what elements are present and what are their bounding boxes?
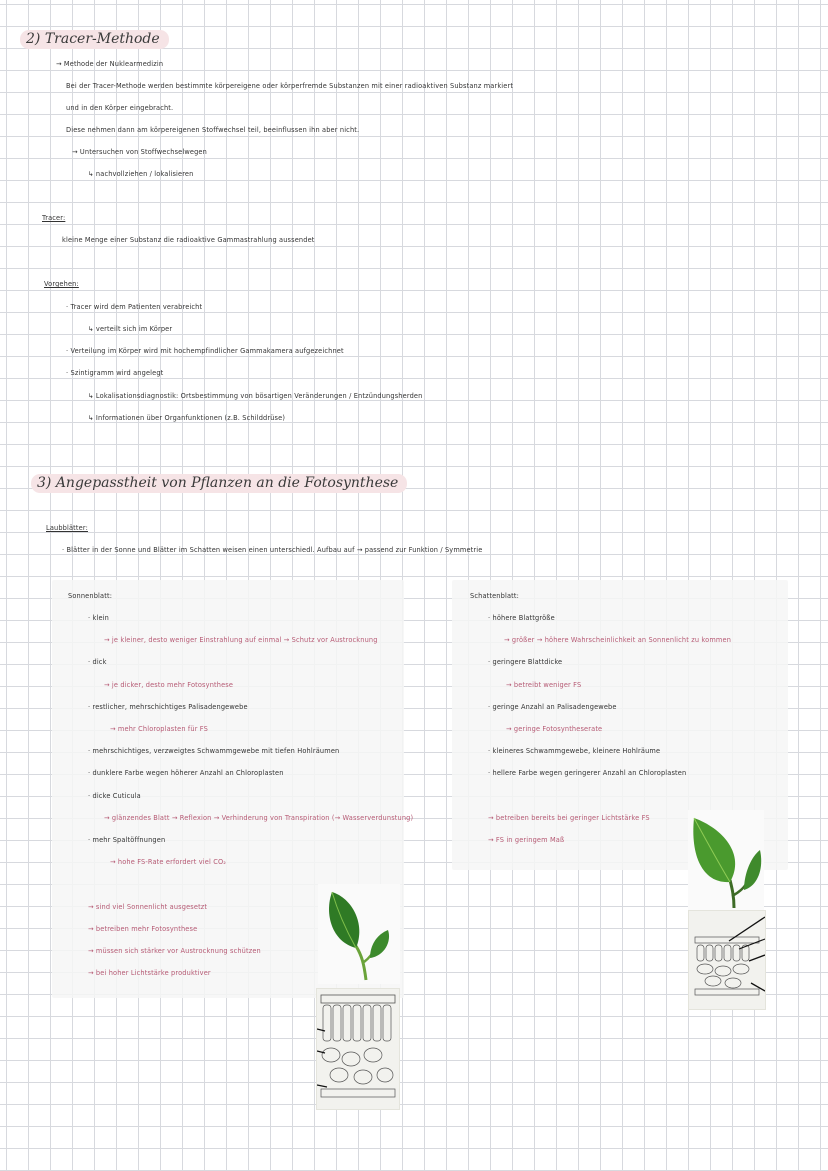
sun-item: · dick <box>88 658 107 666</box>
sun-item: · restlicher, mehrschichtiges Palisadengewebe <box>88 703 248 711</box>
shade-leaf-cross-section <box>688 910 766 1010</box>
sun-item: → je dicker, desto mehr Fotosynthese <box>104 681 234 689</box>
sun-summary: → sind viel Sonnenlicht ausgesetzt <box>88 903 208 911</box>
shade-item: · kleineres Schwammgewebe, kleinere Hohlräume <box>488 747 661 755</box>
shade-item: → geringe Fotosyntheserate <box>506 725 603 733</box>
sun-item: · mehr Spaltöffnungen <box>88 836 166 844</box>
text-line: ↳ verteilt sich im Körper <box>88 325 173 333</box>
sun-summary: → betreiben mehr Fotosynthese <box>88 925 198 933</box>
shade-item: · höhere Blattgröße <box>488 614 555 622</box>
cross-section-icon <box>317 989 399 1109</box>
text-line: und in den Körper eingebracht. <box>66 104 174 112</box>
sun-item: → glänzendes Blatt → Reflexion → Verhinderung von Transpiration (→ Wasserverdunstung) <box>104 814 414 822</box>
sun-item: → hohe FS-Rate erfordert viel CO₂ <box>110 858 227 866</box>
sun-summary: → bei hoher Lichtstärke produktiver <box>88 969 211 977</box>
tracer-label: Tracer: <box>42 214 66 222</box>
sun-item: → mehr Chloroplasten für FS <box>110 725 208 733</box>
sun-item: · mehrschichtiges, verzweigtes Schwammgewebe mit tiefen Hohlräumen <box>88 747 340 755</box>
section-title-photosynthesis: 3) Angepasstheit von Pflanzen an die Fotosynthese <box>31 474 407 493</box>
text-line: · Tracer wird dem Patienten verabreicht <box>66 303 203 311</box>
shade-leaf-illustration <box>688 810 764 910</box>
text-line: Diese nehmen dann am körpereigenen Stoffwechsel teil, beeinflussen ihn aber nicht. <box>66 126 360 134</box>
shade-item: · geringere Blattdicke <box>488 658 563 666</box>
text-line: · Verteilung im Körper wird mit hochempfindlicher Gammakamera aufgezeichnet <box>66 347 344 355</box>
sun-item: → je kleiner, desto weniger Einstrahlung auf einmal → Schutz vor Austrocknung <box>104 636 378 644</box>
text-line: → Methode der Nuklearmedizin <box>56 60 164 68</box>
shade-item: → größer → höhere Wahrscheinlichkeit an Sonnenlicht zu kommen <box>504 636 732 644</box>
sun-leaf-icon <box>318 884 400 984</box>
tracer-definition: kleine Menge einer Substanz die radioaktive Gammastrahlung aussendet <box>62 236 315 244</box>
text-line: → Untersuchen von Stoffwechselwegen <box>72 148 207 156</box>
text-line: ↳ nachvollziehen / lokalisieren <box>88 170 194 178</box>
sun-item: · dunklere Farbe wegen höherer Anzahl an Chloroplasten <box>88 769 284 777</box>
cross-section-icon <box>689 911 765 1009</box>
shade-leaf-title: Schattenblatt: <box>470 592 519 600</box>
sun-leaf-cross-section <box>316 988 400 1110</box>
laub-label: Laubblätter: <box>46 524 88 532</box>
text-line: Bei der Tracer-Methode werden bestimmte körpereigene oder körperfremde Substanzen mit einer radioaktiven Substanz markiert <box>66 82 514 90</box>
laub-line: · Blätter in der Sonne und Blätter im Schatten weisen einen unterschiedl. Aufbau auf → passend zur Funktion / Symmetrie <box>62 546 483 554</box>
shade-summary: → FS in geringem Maß <box>488 836 565 844</box>
shade-summary: → betreiben bereits bei geringer Lichtstärke FS <box>488 814 650 822</box>
section-title-tracer: 2) Tracer-Methode <box>20 30 169 49</box>
sun-summary: → müssen sich stärker vor Austrocknung schützen <box>88 947 261 955</box>
sun-item: · dicke Cuticula <box>88 792 141 800</box>
vorgehen-label: Vorgehen: <box>44 280 79 288</box>
text-line: ↳ Lokalisationsdiagnostik: Ortsbestimmung von bösartigen Veränderungen / Entzündungsherden <box>88 392 423 400</box>
shade-item: · geringe Anzahl an Palisadengewebe <box>488 703 617 711</box>
text-line: · Szintigramm wird angelegt <box>66 369 164 377</box>
shade-leaf-icon <box>688 810 764 910</box>
sun-item: · klein <box>88 614 109 622</box>
shade-item: · hellere Farbe wegen geringerer Anzahl an Chloroplasten <box>488 769 687 777</box>
sun-leaf-title: Sonnenblatt: <box>68 592 113 600</box>
sun-leaf-illustration <box>318 884 400 984</box>
shade-item: → betreibt weniger FS <box>506 681 582 689</box>
text-line: ↳ Informationen über Organfunktionen (z.B. Schilddrüse) <box>88 414 286 422</box>
